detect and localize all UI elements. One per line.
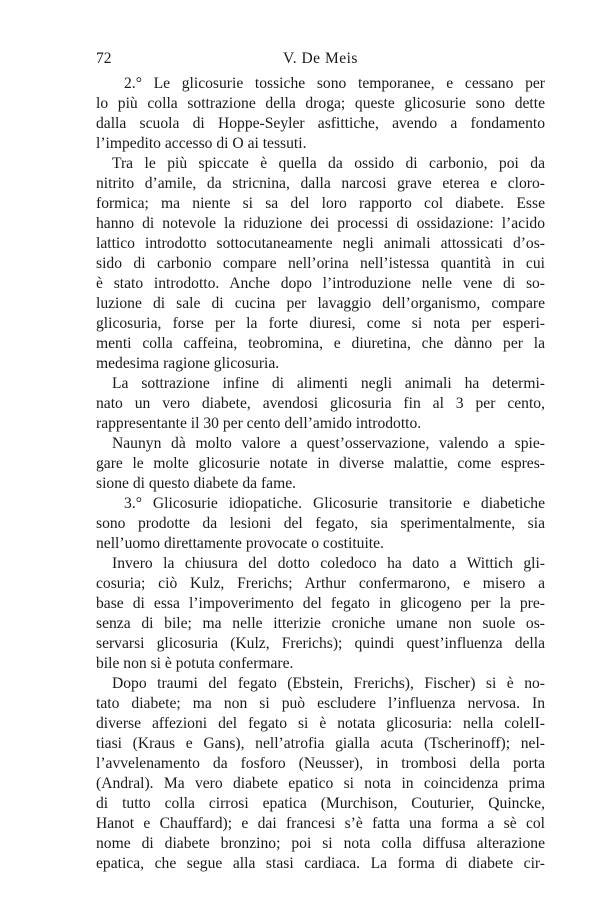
text-line: nitrito d’amile, da stricnina, dalla narcosi grave eterea e cloro-: [96, 175, 545, 192]
text-line: diverse affezioni del fegato si è notata glicosuria: nella colelI-: [96, 715, 545, 732]
text-line: menti colla caffeina, teobromina, e diuretina, che dànno per la: [96, 335, 545, 352]
text-line: rappresentante il 30 per cento dell’amido introdotto.: [96, 415, 422, 432]
text-line: tato diabete; ma non si può escludere l’influenza nervosa. In: [96, 695, 545, 712]
text-line: nato un vero diabete, avendosi glicosuria fin al 3 per cento,: [96, 395, 545, 412]
text-line: l’avvelenamento da fosforo (Neusser), in trombosi della porta: [96, 755, 545, 772]
text-line: Dopo traumi del fegato (Ebstein, Frerichs), Fischer) si è no-: [112, 675, 545, 692]
text-line: gare le molte glicosurie notate in diverse malattie, come espres-: [96, 455, 545, 472]
text-line: La sottrazione infine di alimenti negli animali ha determi-: [112, 375, 545, 392]
text-line: sido di carbonio compare nell’orina nell’istessa quantità in cui: [96, 255, 545, 272]
text-line: lattico introdotto sottocutaneamente negli animali attossicati d’os-: [96, 235, 545, 252]
text-line: base di essa l’impoverimento del fegato in glicogeno per la pre-: [96, 595, 545, 612]
text-line: cosuria; ciò Kulz, Frerichs; Arthur confermarono, e misero a: [96, 575, 545, 592]
running-head: V. De Meis: [283, 50, 358, 67]
text-line: senza di bile; ma nelle itterizie croniche umane non suole os-: [96, 615, 545, 632]
text-line: dalla scuola di Hoppe-Seyler asfittiche, avendo a fondamento: [96, 115, 545, 132]
text-line: 2.° Le glicosurie tossiche sono temporanee, e cessano per: [124, 75, 545, 92]
text-line: formica; ma niente si sa del loro rapporto col diabete. Esse: [96, 195, 545, 212]
text-line: servarsi glicosuria (Kulz, Frerichs); quindi quest’influenza della: [96, 635, 545, 652]
text-line: Naunyn dà molto valore a quest’osservazione, valendo a spie-: [112, 435, 545, 452]
text-line: nome di diabete bronzino; poi si nota colla diffusa alterazione: [96, 835, 545, 852]
page-number: 72: [96, 50, 112, 67]
text-line: luzione di sale di cucina per lavaggio dell’organismo, compare: [96, 295, 545, 312]
text-line: sione di questo diabete da fame.: [96, 475, 297, 492]
text-line: medesima ragione glicosuria.: [96, 355, 280, 372]
text-line: nell’uomo direttamente provocate o costituite.: [96, 535, 384, 552]
body-text: [96, 74, 545, 874]
text-line: Hanot e Chauffard); e dai francesi s’è fatta una forma a sè col: [96, 815, 545, 832]
text-line: bile non si è potuta confermare.: [96, 655, 294, 672]
text-line: Invero la chiusura del dotto coledoco ha dato a Wittich gli-: [112, 555, 545, 572]
text-line: Tra le più spiccate è quella da ossido di carbonio, poi da: [112, 155, 545, 172]
text-line: epatica, che segue alla stasi cardiaca. La forma di diabete cir-: [96, 855, 545, 872]
text-line: l’impedito accesso di O ai tessuti.: [96, 135, 307, 152]
text-line: sono prodotte da lesioni del fegato, sia sperimentalmente, sia: [96, 515, 545, 532]
text-line: è stato introdotto. Anche dopo l’introduzione nelle vene di so-: [96, 275, 545, 292]
page-header: [96, 50, 545, 72]
text-line: (Andral). Ma vero diabete epatico si nota in coincidenza prima: [96, 775, 545, 792]
text-line: lo più colla sottrazione della droga; queste glicosurie sono dette: [96, 95, 545, 112]
text-line: tiasi (Kraus e Gans), nell’atrofia gialla acuta (Tscherinoff); nel-: [96, 735, 545, 752]
text-line: 3.° Glicosurie idiopatiche. Glicosurie transitorie e diabetiche: [124, 495, 545, 512]
text-line: glicosuria, forse per la forte diuresi, come si nota per esperi-: [96, 315, 545, 332]
text-line: hanno di notevole la riduzione dei processi di ossidazione: l’acido: [96, 215, 545, 232]
text-line: di tutto colla cirrosi epatica (Murchison, Couturier, Quincke,: [96, 795, 545, 812]
